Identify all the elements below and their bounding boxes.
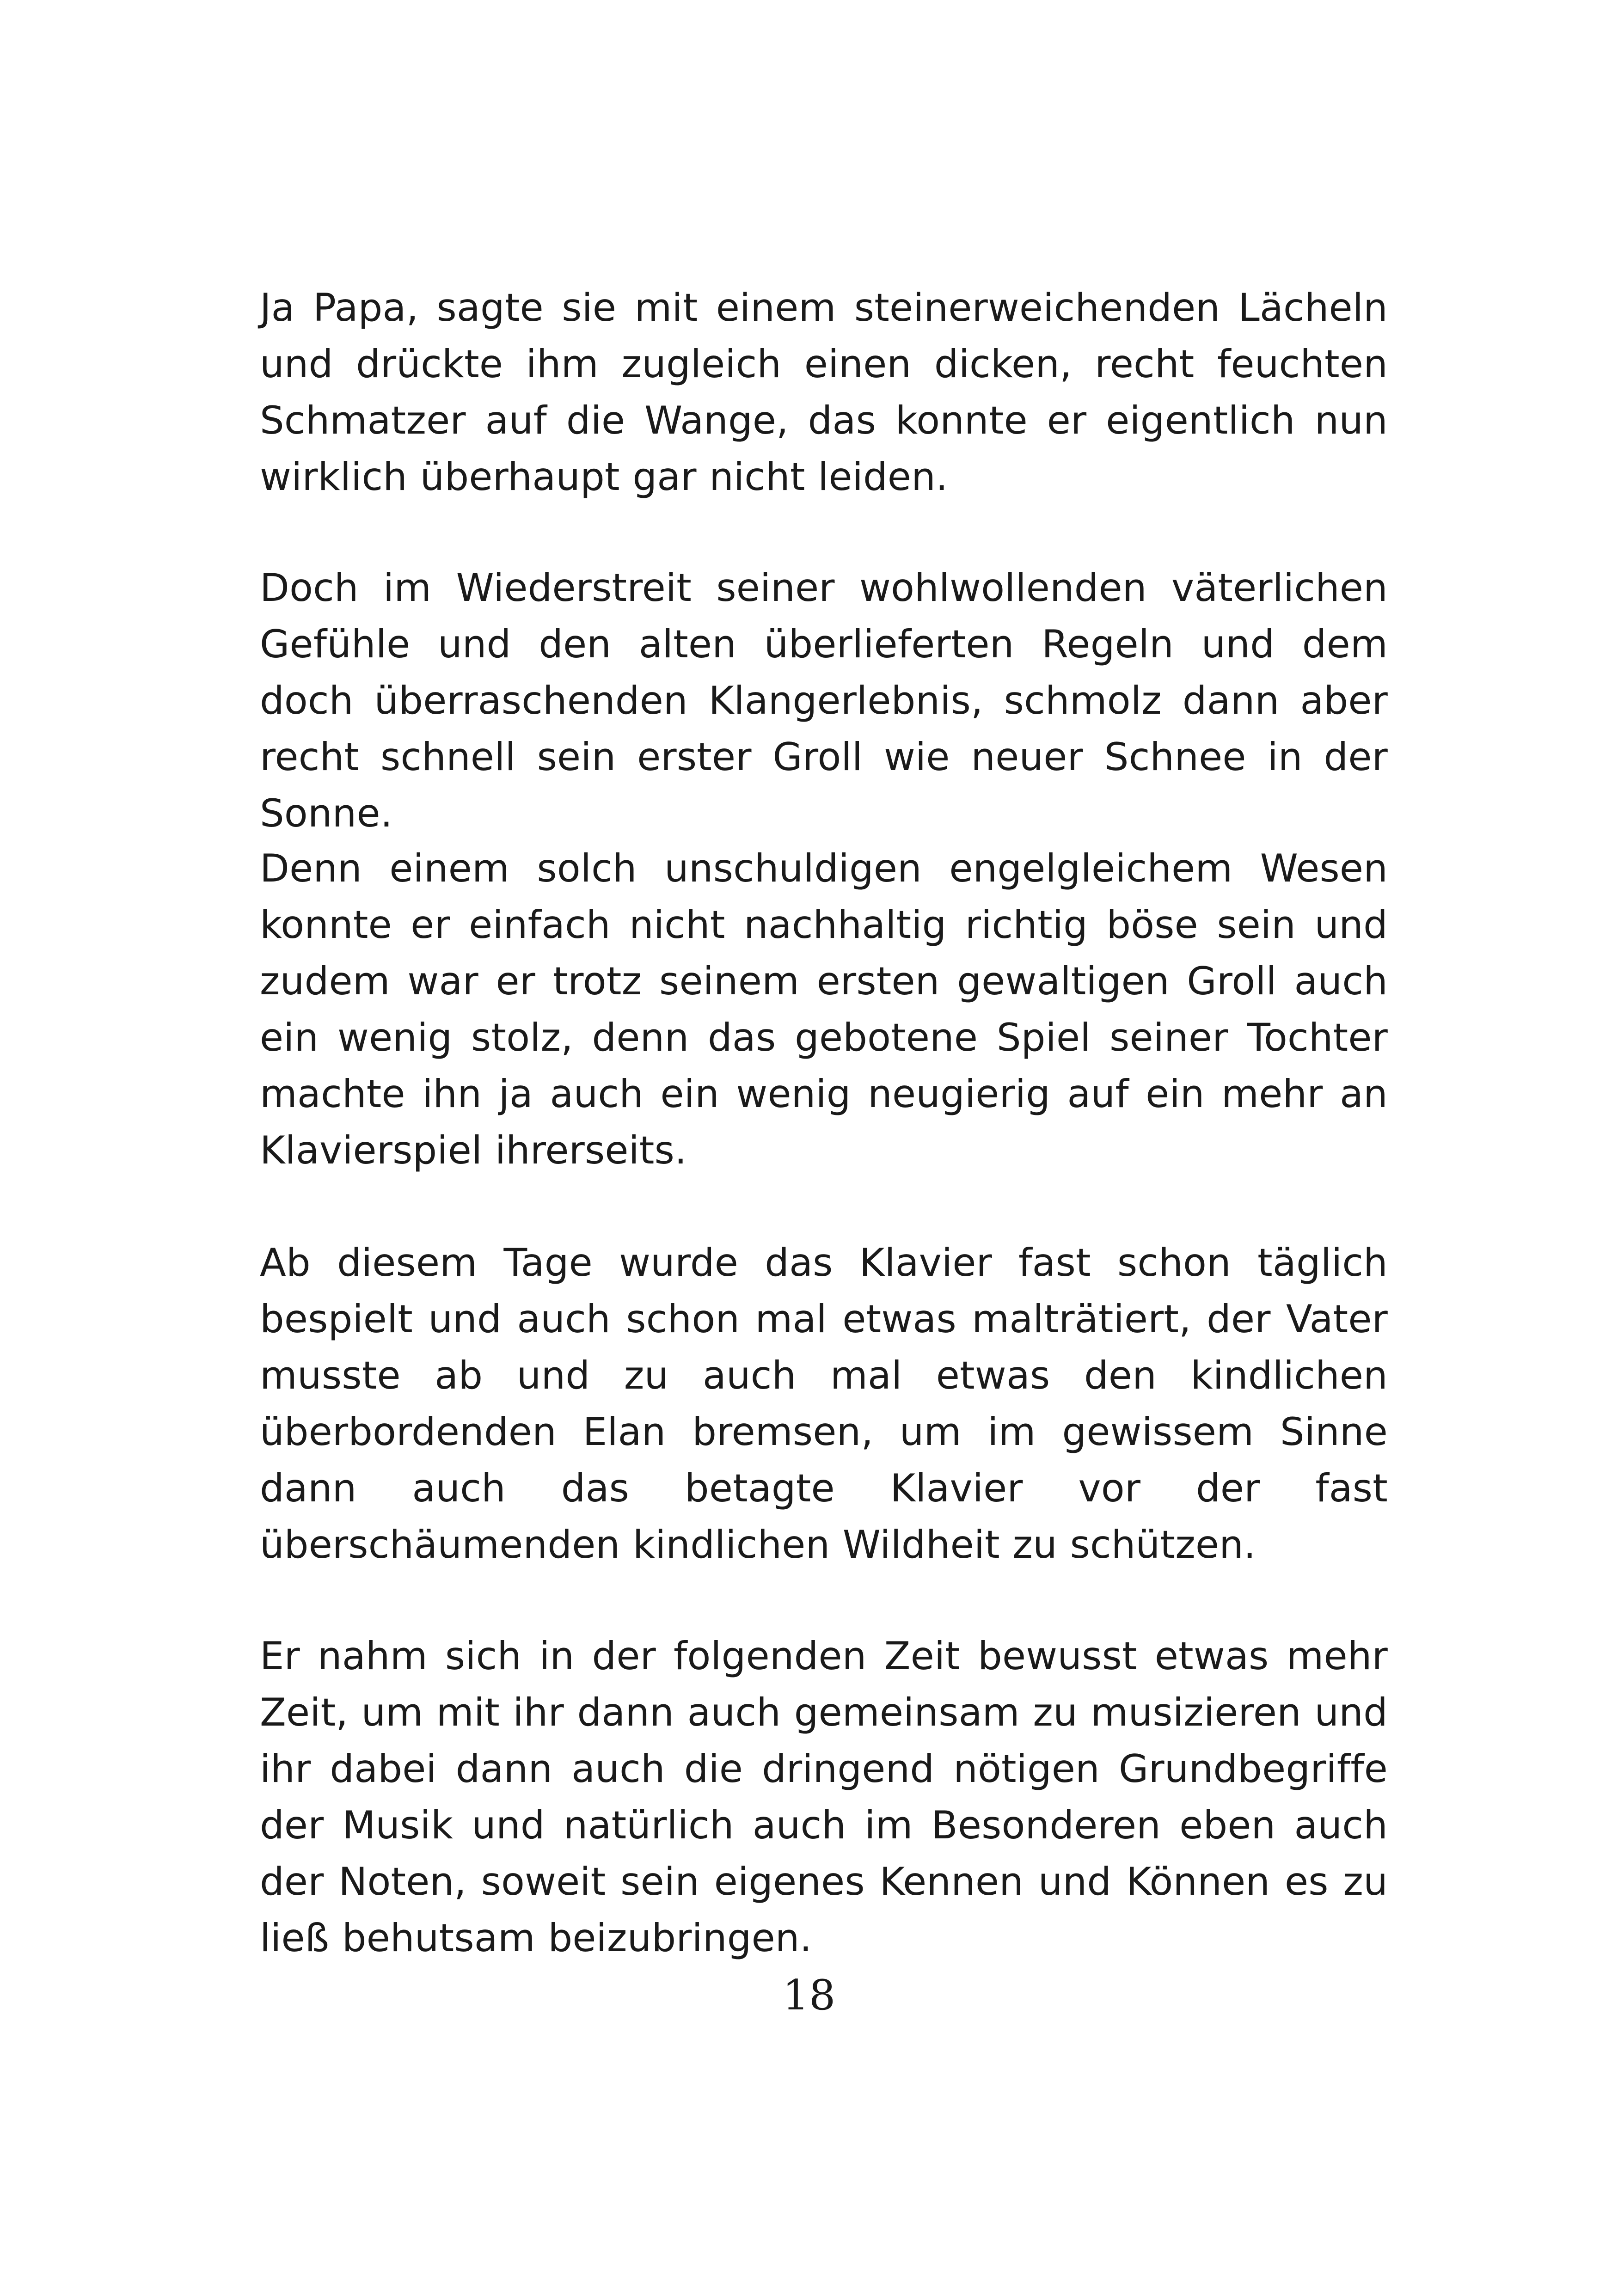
paragraph-1: Ja Papa, sagte sie mit einem steinerweichenden Lächeln und drückte ihm zugleich einen dicken, recht feuchten Schmatzer auf die Wange, das konnte er eigentlich nun wirklich überhaupt gar nicht leiden. — [260, 285, 1388, 499]
paragraph-2: Doch im Wiederstreit seiner wohlwollenden väterlichen Gefühle und den alten überlieferten Regeln und dem doch überraschenden Klangerlebnis, schmolz dann aber recht schnell sein erster Groll wie neuer Schnee in der Sonne. — [260, 565, 1388, 836]
page-number: 18 — [782, 1971, 836, 2020]
paragraph-4: Ab diesem Tage wurde das Klavier fast schon täglich bespielt und auch schon mal etwas malträtiert, der Vater musste ab und zu auch mal etwas den kindlichen überbordenden Elan bremsen, um im gewissem Sinne dann auch das betagte Klavier vor der fast überschäumenden kindlichen Wildheit zu schützen. — [260, 1240, 1388, 1567]
paragraph-3: Denn einem solch unschuldigen engelgleichem Wesen konnte er einfach nicht nachhaltig richtig böse sein und zudem war er trotz seinem ersten gewaltigen Groll auch ein wenig stolz, denn das gebotene Spiel seiner Tochter machte ihn ja auch ein wenig neugierig auf ein mehr an Klavierspiel ihrerseits. — [260, 846, 1388, 1173]
paragraph-5: Er nahm sich in der folgenden Zeit bewusst etwas mehr Zeit, um mit ihr dann auch gemeinsam zu musizieren und ihr dabei dann auch die dringend nötigen Grundbegriffe der Musik und natürlich auch im Besonderen eben auch der Noten, soweit sein eigenes Kennen und Können es zu ließ behutsam beizubringen. — [260, 1634, 1388, 1960]
